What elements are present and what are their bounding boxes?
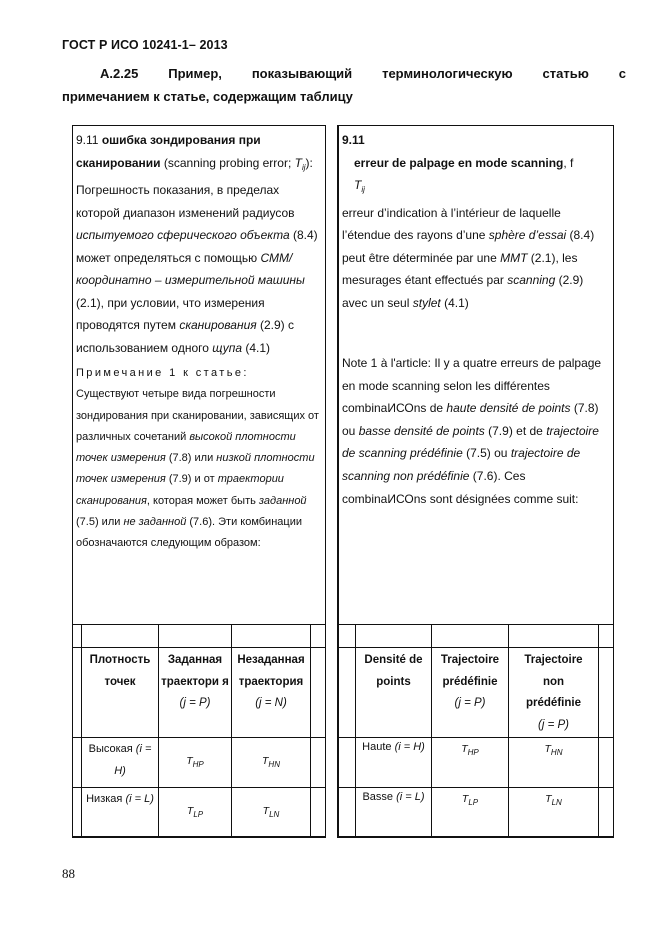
frame-border [338,125,614,126]
column-divider [325,125,326,838]
column-divider [337,125,339,838]
table-row-label: Низкая (i = L) [86,793,154,805]
heading-word: статью [542,66,589,81]
russian-note: Примечание 1 к статье: Существуют четыре вида погрешности зондирования при сканировании, зависящих от различных сочетаний высокой плотности точек измерения (7.8) или низкой плотности точек измерения (7.9) и от траектории сканирования, которая может быть заданной (7.5) или не заданной (7.6). Эти комбинации обозначаются следующим образом: [76,363,324,555]
heading-word: терминологическую [382,66,513,81]
table-row-label: Высокая (i = H) [88,743,152,777]
table-header-cell: Trajectoire prédéfinie (j = P) [440,654,500,709]
table-header-cell: Заданная траектори я (j = P) [161,654,229,709]
table-value-cell: $T_{HN}$ [544,743,563,757]
table-rule [598,624,599,838]
table-header-cell: Densité de points [364,654,423,688]
table-rule [310,624,311,838]
heading-line-2: примечанием к статье, содержащим таблицу [62,89,353,104]
table-header-cell: Плотность точек [89,654,151,688]
french-entry [342,129,608,510]
table-value-cell: $T_{LN}$ [262,805,280,819]
table-value-cell: $T_{HN}$ [262,755,280,769]
terminology-entry-frame [72,125,614,838]
russian-term: ошибка зондирования при сканировании [76,133,261,170]
heading-word: с [618,66,626,81]
frame-border [338,836,614,838]
heading-word: показывающий [251,66,353,81]
page-number: 88 [62,866,75,881]
section-heading [62,62,626,108]
table-header-cell: Trajectoire non prédéfinie (j = P) [524,654,583,731]
table-value-cell: $T_{HP}$ [186,755,204,769]
table-row-label: Haute (i = H) [362,741,425,753]
term-symbol: $T_{ij}$ [294,155,306,172]
french-note: Note 1 à l'article: Il y a quatre erreurs de palpage en mode scanning selon les différentes combinaИСОns de haute densité de points (7.8) ou basse densité de points (7.9) et de trajectoire de scanning prédéfinie (7.5) ou trajectoire de scanning non prédéfinie (7.6). Ces combinaИСОns sont désignées comme suit: [342,356,602,506]
term-symbol: $T_{ij}$ [354,178,365,194]
heading-number: А.2.25 [100,66,139,81]
russian-definition: 9.11 ошибка зондирования при сканировании (scanning probing error; $T_{ij}$): Погрешность показания, в пределах которой диапазон изменений радиусов испытуемого сферического объекта (8.4) может определяться с помощью СММ/координатно – измерительной машины (2.1), при условии, что измерения проводятся путем сканирования (2.9) с использованием одного щупа (4.1) [76,133,318,355]
frame-border [613,125,614,838]
table-value-cell: $T_{LP}$ [461,793,479,807]
frame-border [72,836,326,838]
french-definition: 9.11 erreur de palpage en mode scanning, f $T_{ij}$ erreur d’indication à l’intérieur de laquelle l’étendue des rayons d’une sphère d’essai (8.4) peut être déterminée par une MMT (2.1), les mesurages étant effectués par scanning (2.9) avec un seul stylet (4.1) [342,129,608,314]
table-rule [72,647,326,648]
table-value-cell: $T_{HP}$ [461,743,479,757]
document-standard-header: ГОСТ Р ИСО 10241-1– 2013 [62,38,228,52]
table-value-cell: $T_{LP}$ [186,805,204,819]
table-rule [72,624,326,625]
heading-word: Пример, [168,66,222,81]
table-value-cell: $T_{LN}$ [545,793,562,807]
table-rule [72,737,326,738]
table-row-label: Basse (i = L) [362,791,425,803]
table-header-cell: Незаданная траектория (j = N) [237,654,305,709]
russian-entry [76,129,324,555]
table-rule [338,647,614,648]
table-rule [72,787,326,788]
frame-border [72,125,326,126]
table-rule [338,624,614,625]
french-term: erreur de palpage en mode scanning [354,155,564,170]
frame-border [72,125,73,838]
note-label: Примечание 1 к статье: [76,367,249,379]
